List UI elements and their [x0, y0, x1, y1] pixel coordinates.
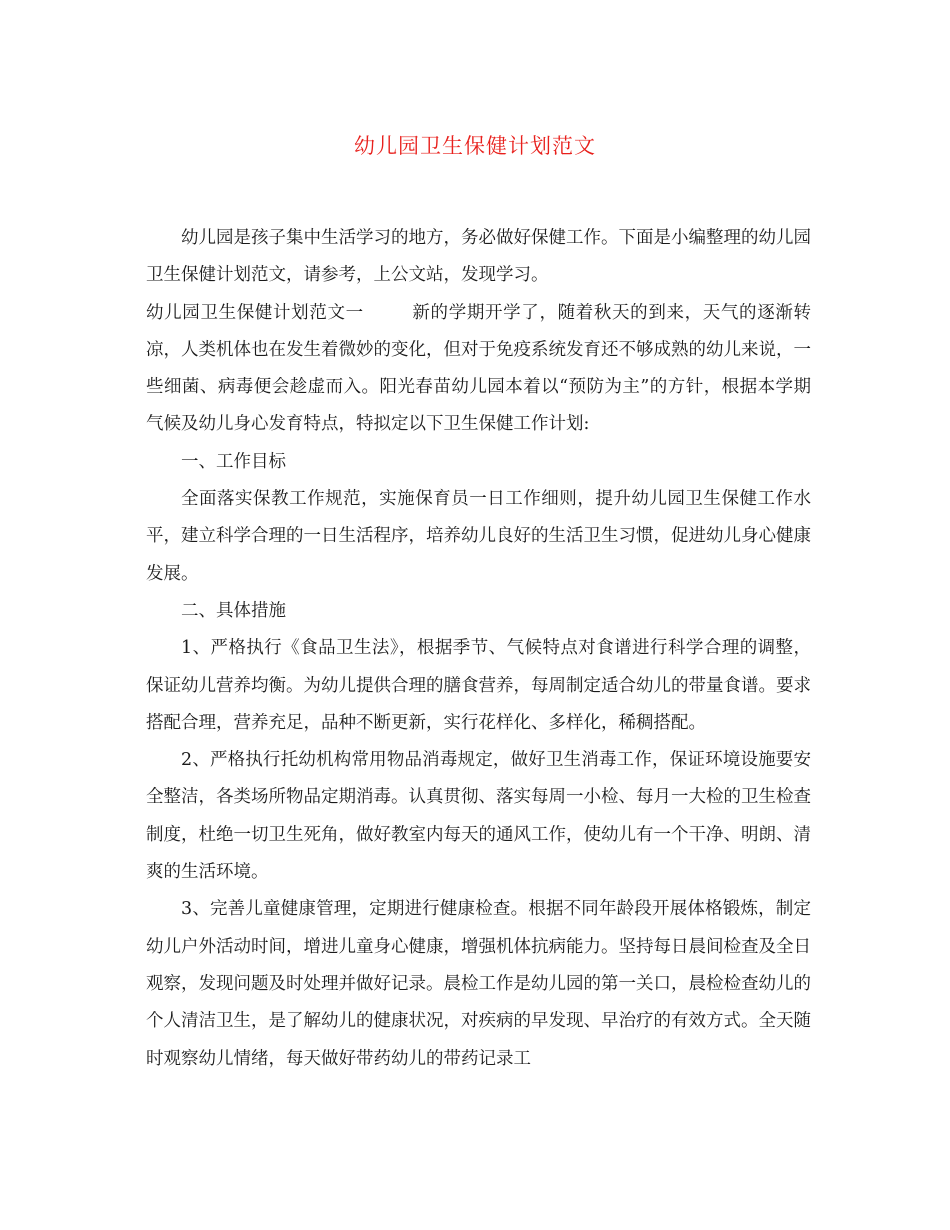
intro-paragraph: 幼儿园是孩子集中生活学习的地方，务必做好保健工作。下面是小编整理的幼儿园卫生保健计划范文，请参考，上公文站，发现学习。 [146, 228, 811, 286]
measure-1-paragraph: 1、严格执行《食品卫生法》，根据季节、气候特点对食谱进行科学合理的调整，保证幼儿营养均衡。为幼儿提供合理的膳食营养，每周制定适合幼儿的带量食谱。要求搭配合理，营养充足，品种不断更新，实行花样化、多样化，稀稠搭配。 [146, 638, 811, 733]
measure-2-paragraph: 2、严格执行托幼机构常用物品消毒规定，做好卫生消毒工作，保证环境设施要安全整洁，各类场所物品定期消毒。认真贯彻、落实每周一小检、每月一大检的卫生检查制度，杜绝一切卫生死角，做好教室内每天的通风工作，使幼儿有一个干净、明朗、清爽的生活环境。 [146, 750, 811, 883]
section-label: 幼儿园卫生保健计划范文一 [146, 302, 364, 323]
heading-specific-measures: 二、具体措施 [181, 600, 286, 621]
heading-work-goals: 一、工作目标 [181, 451, 286, 472]
measure-3-paragraph: 3、完善儿童健康管理，定期进行健康检查。根据不同年龄段开展体格锻炼，制定幼儿户外活动时间，增进儿童身心健康，增强机体抗病能力。坚持每日晨间检查及全日观察，发现问题及时处理并做好记录。晨检工作是幼儿园的第一关口，晨检检查幼儿的个人清洁卫生，是了解幼儿的健康状况，对疾病的早发现、早治疗的有效方式。全天随时观察幼儿情绪，每天做好带药幼儿的带药记录工 [146, 899, 811, 1069]
document-body [146, 220, 811, 1078]
goal-paragraph: 全面落实保教工作规范，实施保育员一日工作细则，提升幼儿园卫生保健工作水平，建立科学合理的一日生活程序，培养幼儿良好的生活卫生习惯，促进幼儿身心健康发展。 [146, 489, 811, 584]
section-paragraph [146, 295, 811, 444]
document-title: 幼儿园卫生保健计划范文 [354, 134, 596, 158]
section-text: 新的学期开学了，随着秋天的到来，天气的逐渐转凉，人类机体也在发生着微妙的变化，但对于免疫系统发育还不够成熟的幼儿来说，一些细菌、病毒便会趁虚而入。阳光春苗幼儿园本着以“预防为主”的方针，根据本学期气候及幼儿身心发育特点，特拟定以下卫生保健工作计划: [146, 302, 811, 435]
